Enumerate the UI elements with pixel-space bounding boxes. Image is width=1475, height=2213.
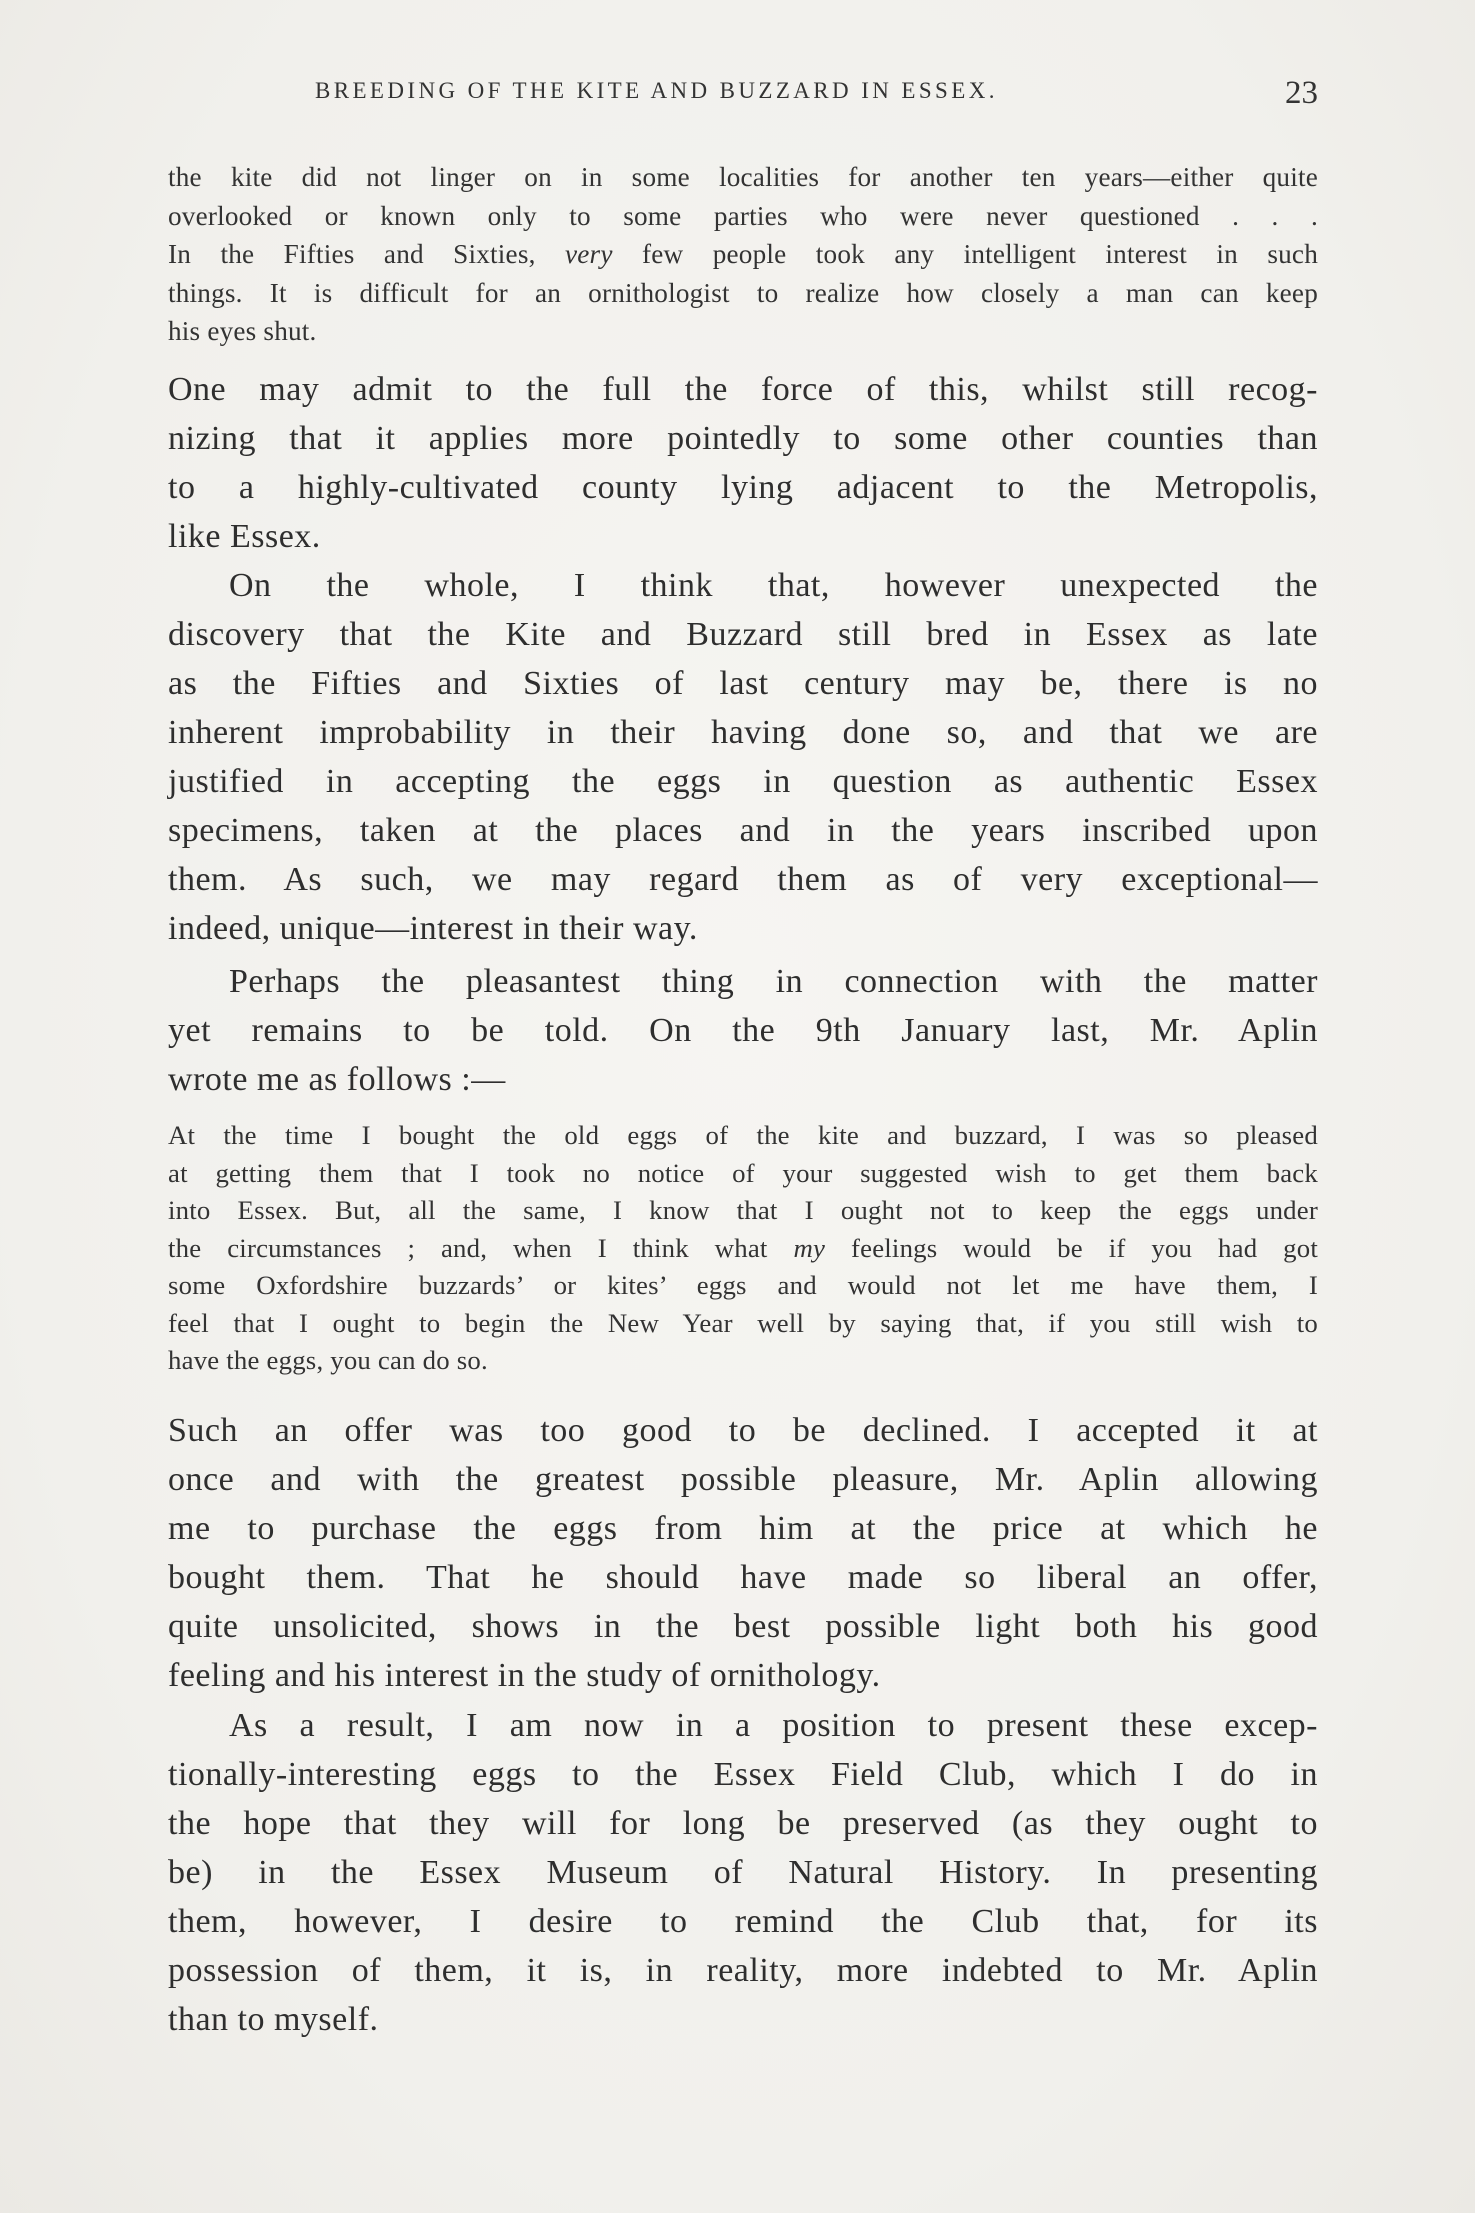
paragraph-line: wrote me as follows :— — [168, 1061, 506, 1098]
paragraph-line: feeling and his interest in the study of ornithology. — [168, 1657, 881, 1694]
paragraph-line: On the whole, I think that, however unexpected the — [229, 567, 1318, 604]
quote-line: at getting them that I took no notice of your suggested wish to get them back — [168, 1157, 1318, 1188]
quote-line: have the eggs, you can do so. — [168, 1345, 488, 1375]
quote-line: In the Fifties and Sixties, very few people took any intelligent interest in such — [168, 239, 1318, 269]
paragraph-line: inherent improbability in their having done so, and that we are — [168, 714, 1318, 751]
paragraph-line: to a highly-cultivated county lying adjacent to the Metropolis, — [168, 469, 1318, 506]
block-quote-aplin-letter — [168, 1117, 1318, 1380]
page-header — [315, 75, 1318, 118]
paragraph-line: bought them. That he should have made so liberal an offer, — [168, 1559, 1318, 1596]
quote-line: things. It is difficult for an ornithologist to realize how closely a man can keep — [168, 277, 1318, 308]
paragraph — [168, 365, 1318, 561]
quote-line: some Oxfordshire buzzards’ or kites’ eggs and would not let me have them, I — [168, 1270, 1318, 1300]
block-quote-naturalist — [168, 158, 1318, 351]
paragraph-line: justified in accepting the eggs in question as authentic Essex — [168, 763, 1318, 800]
quote-line: the circumstances ; and, when I think what my feelings would be if you had got — [168, 1232, 1318, 1263]
paragraph — [168, 561, 1318, 953]
paragraph-line: than to myself. — [168, 2001, 379, 2038]
paragraph-line: them. As such, we may regard them as of very exceptional— — [168, 861, 1318, 898]
emphasis: my — [793, 1232, 826, 1263]
paragraph-line: Such an offer was too good to be declined. I accepted it at — [168, 1412, 1318, 1449]
paragraph — [168, 1701, 1318, 2044]
paragraph-line: possession of them, it is, in reality, more indebted to Mr. Aplin — [168, 1952, 1318, 1989]
quote-line: into Essex. But, all the same, I know that I ought not to keep the eggs under — [168, 1195, 1318, 1225]
emphasis: very — [565, 239, 613, 269]
paragraph-line: nizing that it applies more pointedly to some other counties than — [168, 420, 1318, 457]
paragraph — [168, 957, 1318, 1104]
paragraph-line: One may admit to the full the force of this, whilst still recog- — [168, 371, 1318, 408]
paragraph-line: be) in the Essex Museum of Natural History. In presenting — [168, 1854, 1318, 1891]
paragraph-line: As a result, I am now in a position to present these excep- — [229, 1707, 1318, 1744]
quote-line: At the time I bought the old eggs of the kite and buzzard, I was so pleased — [168, 1120, 1318, 1150]
paragraph-line: me to purchase the eggs from him at the price at which he — [168, 1510, 1318, 1547]
quote-line: overlooked or known only to some parties who were never questioned . . . — [168, 200, 1318, 231]
paragraph-line: specimens, taken at the places and in the years inscribed upon — [168, 812, 1318, 849]
quote-line: the kite did not linger on in some localities for another ten years—either quite — [168, 162, 1318, 192]
paragraph-line: discovery that the Kite and Buzzard still bred in Essex as late — [168, 616, 1318, 653]
quote-line: feel that I ought to begin the New Year well by saying that, if you still wish to — [168, 1307, 1318, 1338]
paragraph-line: the hope that they will for long be preserved (as they ought to — [168, 1805, 1318, 1842]
paragraph-line: indeed, unique—interest in their way. — [168, 910, 698, 947]
paragraph-line: as the Fifties and Sixties of last century may be, there is no — [168, 665, 1318, 702]
quote-line: his eyes shut. — [168, 316, 317, 346]
paragraph-line: like Essex. — [168, 518, 321, 555]
paragraph-line: quite unsolicited, shows in the best possible light both his good — [168, 1608, 1318, 1645]
paragraph-line: tionally-interesting eggs to the Essex Field Club, which I do in — [168, 1756, 1318, 1793]
page-number: 23 — [1285, 75, 1318, 111]
paragraph — [168, 1406, 1318, 1700]
paragraph-line: Perhaps the pleasantest thing in connection with the matter — [229, 963, 1318, 1000]
running-title: BREEDING OF THE KITE AND BUZZARD IN ESSEX. — [315, 78, 998, 103]
paragraph-line: them, however, I desire to remind the Club that, for its — [168, 1903, 1318, 1940]
paragraph-line: once and with the greatest possible pleasure, Mr. Aplin allowing — [168, 1461, 1318, 1498]
paragraph-line: yet remains to be told. On the 9th January last, Mr. Aplin — [168, 1012, 1318, 1049]
